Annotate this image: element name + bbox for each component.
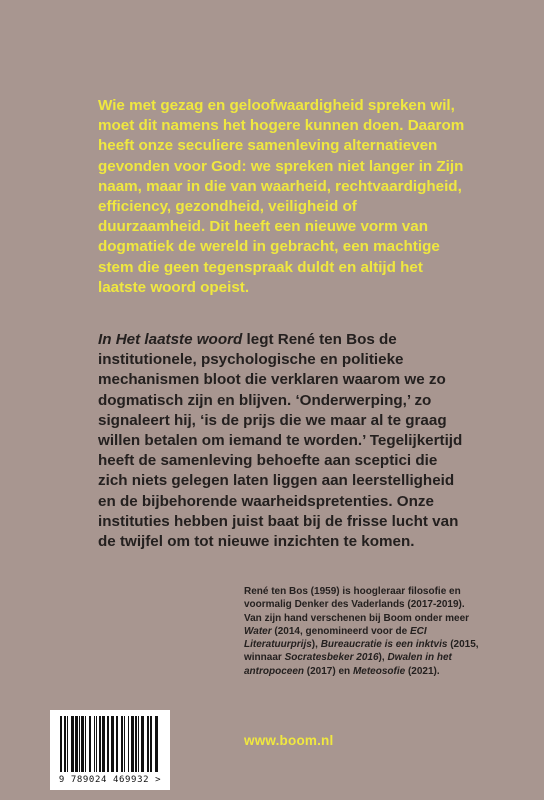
bio-part-1: René ten Bos (1959) is hoogleraar filosofie en voormalig Denker des Vaderlands (2017-2019). Van zijn hand verschenen bij Boom onder meer	[244, 586, 470, 624]
barcode-bar	[107, 716, 109, 772]
barcode-bar	[138, 716, 139, 772]
isbn-barcode	[50, 710, 170, 790]
barcode-bar	[150, 716, 152, 772]
barcode-bar	[102, 716, 105, 772]
publisher-website-link[interactable]: www.boom.nl	[244, 733, 334, 748]
bio-part-4: (2015, winnaar	[244, 639, 479, 664]
bio-title-dwalen: Dwalen in het antropoceen	[244, 652, 452, 677]
description-text: legt René ten Bos de institutionele, psychologische en politieke mechanismen bloot die verklaren waarom we zo dogmatisch zijn en blijven. ‘Onderwerping,’ zo signaleert hij, ‘is de prijs die we maar al te graag willen betalen om iemand te worden.’ Tegelijkertijd heeft de samenleving behoefte aan sceptici die zich niets gelegen laten liggen aan leerstelligheid en de bijbehorende waarheidspretenties. Onze instituties hebben juist baat bij de frisse lucht van de twijfel om tot nieuwe inzichten te komen.	[98, 331, 463, 551]
book-description	[98, 330, 468, 552]
barcode-bar	[81, 716, 84, 772]
barcode-bar	[94, 716, 95, 772]
bio-part-6: (2017) en	[304, 665, 353, 677]
bio-title-eci: ECI Literatuurprijs	[244, 625, 427, 651]
barcode-bar	[71, 716, 74, 772]
barcode-bar	[75, 716, 78, 772]
barcode-bar	[128, 716, 129, 772]
bio-part-5: ),	[378, 652, 388, 664]
barcode-bar	[60, 716, 62, 772]
barcode-bar	[141, 716, 144, 772]
bio-title-meteosofie: Meteosofie	[352, 665, 406, 677]
bio-part-2: (2014, genomineerd voor de	[271, 625, 410, 637]
author-bio	[244, 585, 484, 678]
barcode-bar	[89, 716, 91, 772]
barcode-bar	[121, 716, 123, 772]
bio-title-bureaucratie: Bureaucratie is een inktvis	[320, 639, 448, 651]
barcode-bar	[116, 716, 118, 772]
barcode-bar	[85, 716, 86, 772]
isbn-number: 9 789024 469932 >	[58, 775, 162, 785]
barcode-bar	[96, 716, 97, 772]
bio-part-7: (2021).	[405, 665, 440, 677]
barcode-bar	[67, 716, 68, 772]
barcode-bar	[99, 716, 101, 772]
barcode-graphic	[50, 710, 170, 774]
back-cover-blurb: Wie met gezag en geloofwaardigheid spreken wil, moet dit namens het hogere kunnen doen. Daarom heeft onze seculiere samenleving alternatieven gevonden voor God: we spreken niet langer in Zijn naam, maar in die van waarheid, rechtvaardigheid, efficiency, gezondheid, veiligheid of duurzaamheid. Dit heeft een nieuwe vorm van dogmatiek de wereld in gebracht, een machtige stem die geen tegenspraak duldt en altijd het laatste woord opeist.	[98, 97, 465, 296]
barcode-bar	[79, 716, 80, 772]
barcode-bar	[124, 716, 125, 772]
barcode-bar	[64, 716, 66, 772]
barcode-bar	[131, 716, 134, 772]
book-title-inline: In Het laatste woord	[98, 331, 243, 348]
bio-title-socratesbeker: Socratesbeker 2016	[284, 652, 379, 664]
barcode-bar	[155, 716, 158, 772]
bio-part-3: ),	[311, 639, 321, 651]
barcode-bar	[135, 716, 137, 772]
bio-title-water: Water	[244, 625, 272, 637]
barcode-bar	[147, 716, 149, 772]
barcode-bar	[111, 716, 114, 772]
